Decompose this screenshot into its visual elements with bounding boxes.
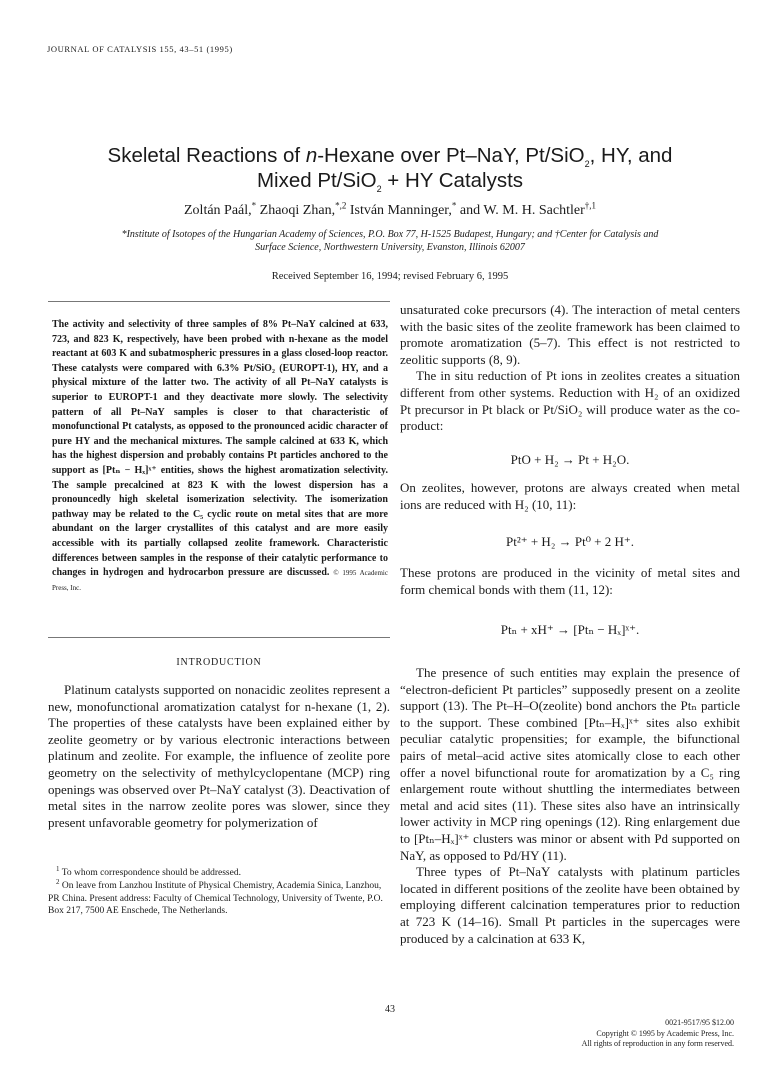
footnote-1: $^1$ To whom correspondence should be addressed. — [56, 864, 241, 878]
right-col-block-3 — [400, 565, 740, 598]
journal-header: JOURNAL OF CATALYSIS 155, 43–51 (1995) — [47, 44, 233, 54]
right-col-block-2 — [400, 480, 740, 513]
abstract-text: The activity and selectivity of three samples of 8% Pt–NaY calcined at 633, 723, and 823 K, respectively, have been probed with n-hexane as the model reactant at 603 K and subatmospheric pressures in a glass closed-loop reactor. These catalysts were compared with 6.3% Pt/SiO₂ (EUROPT-1), HY, and a physical mixture of the latter two. The activity of all Pt–NaY catalysts is superior to EUROPT-1 and they deactivate more slowly. The selectivity pattern of all Pt–NaY samples is closer to that characteristic of monofunctional Pt catalysts, as opposed to the pronounced acidic character of pure HY and the mechanical mixtures. The sample calcined at 633 K, which has the highest dispersion and probably contains Pt particles anchored to the support as [Ptₙ − Hₓ]ˣ⁺ entities, shows the highest aromatization selectivity. The sample precalcined at 823 K with the lowest dispersion has a pronouncedly high skeletal isomerization selectivity. The isomerization pathway may be related to the C₅ cyclic route on metal sites that are more abundant on the larger crystallites of this catalyst and are more easily accessible with its partially collapsed zeolite framework. Characteristic differences between samples in the response of their catalytic performance to changes in hydrogen and hydrocarbon pressure are discussed. — [52, 319, 388, 579]
right-col-block-4 — [400, 665, 740, 947]
title-line1: Skeletal Reactions of n-Hexane over Pt–NaY, Pt/SiO$_2$, HY, and — [107, 144, 673, 170]
section-heading-introduction: INTRODUCTION — [176, 657, 262, 668]
abstract-top-rule — [48, 301, 390, 302]
introduction-body — [48, 682, 390, 831]
footnotes — [48, 864, 390, 918]
paragraph: The in situ reduction of Pt ions in zeolites creates a situation different from other systems. Reduction with H₂ of an oxidized Pt precursor in Pt black or Pt/SiO₂ will produce water as the co-product: — [400, 368, 740, 434]
intro-paragraph: Platinum catalysts supported on nonacidic zeolites represent a new, monofunctional aromatization catalyst for n-hexane (1, 2). The properties of these catalysts have been explained either by zeolite geometry or by various electronic interactions between platinum and zeolite. For example, the influence of zeolite pore geometry on the selectivity of methylcyclopentane (MCP) ring openings was observed over Pt–NaY catalyst (3). Deactivation of metal sites in the narrow zeolite pores was slower, since they present unfavorable geometry for polymerization of — [48, 682, 390, 830]
abstract — [52, 318, 388, 595]
footnote-2: $^2$ On leave from Lanzhou Institute of Physical Chemistry, Academia Sinica, Lanzhou, PR China. Present address: Faculty of Chemical Technology, University of Twente, P.O. Box 217, 7500 AE Enschede, The Netherlands. — [48, 877, 383, 917]
equation-3: Ptₙ + xH⁺ → [Ptₙ − Hₓ]ˣ⁺. — [500, 622, 640, 637]
paper-title — [40, 143, 740, 193]
affiliations: *Institute of Isotopes of the Hungarian Academy of Sciences, P.O. Box 77, H-1525 Budapest, Hungary; and †Center for Catalysis and Surface Science, Northwestern University, Evanston, Illinois 62007 — [121, 229, 659, 253]
abstract-copyright: © 1995 Academic Press, Inc. — [52, 569, 388, 592]
paragraph: unsaturated coke precursors (4). The interaction of metal centers with the basic sites of the zeolite framework has been claimed to promote aromatization (5–7). This effect is not restricted to zeolitic supports (8, 9). — [400, 302, 740, 367]
paragraph: The presence of such entities may explain the presence of “electron-deficient Pt particles” supposedly present on a zeolite support (13). The Pt–H–O(zeolite) bond anchors the Ptₙ particle to the support. These combined [Ptₙ–Hₓ]ˣ⁺ sites also exhibit peculiar catalytic propensities; for example, the bifunctional pairs of metal–acid active sites atomically close to each other offer a novel bifunctional route for aromatization by a C₅ ring enlargement route without shuttling the intermediates between metal and acid sites (11). These sites also have an intrinsically lower activity in MCP ring openings (12). Ring enlargement due to [Ptₙ–Hₓ]ˣ⁺ clusters was minor or absent with Pd supported on NaY, as opposed to Pd/HY (11). — [400, 665, 740, 863]
author-list: Zoltán Paál,* Zhaoqi Zhan,$^{*,2}$ István Manninger,* and W. M. H. Sachtler$^{\dagger,1}$ — [184, 200, 596, 218]
publisher-notice: 0021-9517/95 $12.00 Copyright © 1995 by Academic Press, Inc. All rights of reproduction in any form reserved. — [581, 1018, 734, 1048]
right-col-block-1 — [400, 302, 740, 435]
equation-1: PtO + H₂ → Pt + H₂O. — [510, 452, 630, 467]
received-dates: Received September 16, 1994; revised February 6, 1995 — [271, 271, 509, 282]
paragraph: Three types of Pt–NaY catalysts with platinum particles located in different positions of the zeolite have been obtained by employing different calcination temperatures prior to reduction at 723 K (14–16). Small Pt particles in the supercages were produced by a calcination at 633 K, — [400, 864, 740, 946]
paragraph: These protons are produced in the vicinity of metal sites and form chemical bonds with them (11, 12): — [400, 565, 740, 597]
title-line2: Mixed Pt/SiO$_2$ + HY Catalysts — [256, 169, 524, 195]
abstract-bottom-rule — [48, 637, 390, 638]
equation-2: Pt²⁺ + H₂ → Pt⁰ + 2 H⁺. — [506, 534, 634, 549]
paragraph: On zeolites, however, protons are always created when metal ions are reduced with H₂ (10, 11): — [400, 480, 740, 512]
page-number: 43 — [385, 1004, 395, 1015]
